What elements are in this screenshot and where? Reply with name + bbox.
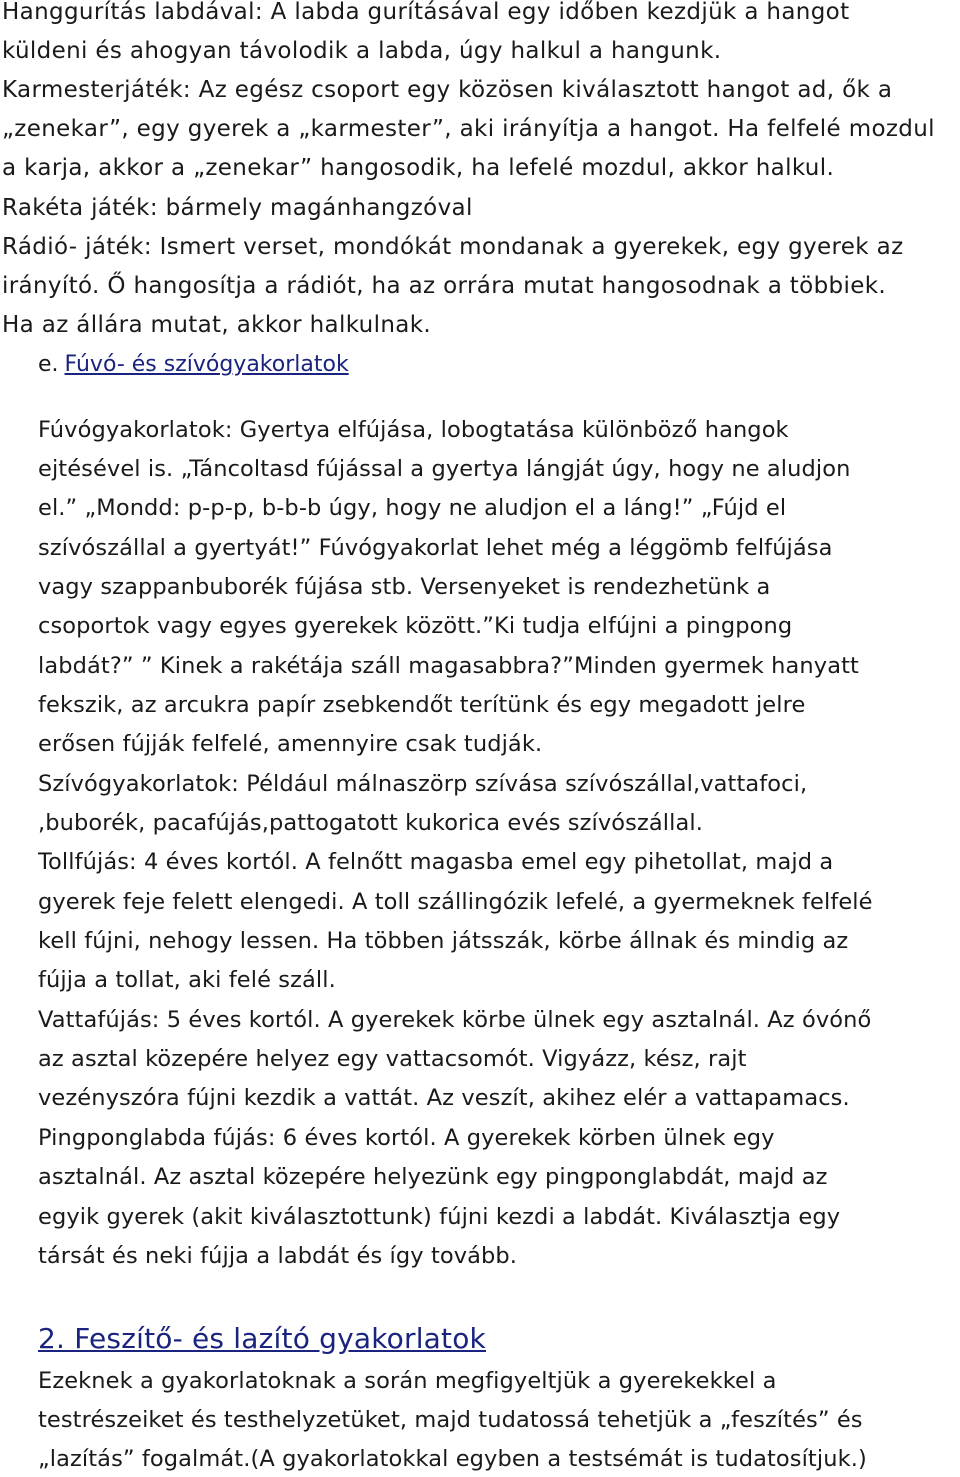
section-heading[interactable]: 2. Feszítő- és lazító gyakorlatok (38, 1322, 486, 1355)
text-line: egyik gyerek (akit kiválasztottunk) fújni kezdi a labdát. Kiválasztja egy (38, 1204, 841, 1230)
subsection-marker: e. (38, 352, 59, 377)
subsection-heading (38, 350, 349, 380)
text-line: „zenekar”, egy gyerek a „karmester”, aki irányítja a hangot. Ha felfelé mozdul (2, 116, 935, 142)
text-line: fújja a tollat, aki felé száll. (38, 967, 336, 993)
text-line: „lazítás” fogalmát.(A gyakorlatokkal egyben a testsémát is tudatosítjuk.) (38, 1446, 867, 1472)
text-line: irányító. Ő hangosítja a rádiót, ha az orrára mutat hangosodnak a többiek. (2, 273, 887, 299)
text-line: fekszik, az arcukra papír zsebkendőt terítünk és egy megadott jelre (38, 692, 806, 718)
text-line: Tollfújás: 4 éves kortól. A felnőtt magasba emel egy pihetollat, majd a (38, 849, 834, 875)
text-line: az asztal közepére helyez egy vattacsomót. Vigyázz, kész, rajt (38, 1046, 747, 1072)
text-line: Szívógyakorlatok: Például málnaszörp szívása szívószállal,vattafoci, (38, 771, 808, 797)
text-line: labdát?” ” Kinek a rakétája száll magasabbra?”Minden gyermek hanyatt (38, 653, 859, 679)
text-line: ejtésével is. „Táncoltasd fújással a gyertya lángját úgy, hogy ne aludjon (38, 456, 851, 482)
text-line: Hanggurítás labdával: A labda gurításával egy időben kezdjük a hangot (2, 0, 850, 25)
text-line: Fúvógyakorlatok: Gyertya elfújása, lobogtatása különböző hangok (38, 417, 789, 443)
text-line: Pingponglabda fújás: 6 éves kortól. A gyerekek körben ülnek egy (38, 1125, 775, 1151)
text-line: el.” „Mondd: p-p-p, b-b-b úgy, hogy ne aludjon el a láng!” „Fújd el (38, 495, 787, 521)
text-line: társát és neki fújja a labdát és így tovább. (38, 1243, 518, 1269)
text-line: asztalnál. Az asztal közepére helyezünk egy pingponglabdát, majd az (38, 1164, 828, 1190)
text-line: gyerek feje felett elengedi. A toll szállingózik lefelé, a gyermeknek felfelé (38, 889, 873, 915)
text-line: Karmesterjáték: Az egész csoport egy közösen kiválasztott hangot ad, ők a (2, 77, 893, 103)
text-line: Ha az állára mutat, akkor halkulnak. (2, 312, 432, 338)
text-line: vagy szappanbuborék fújása stb. Versenyeket is rendezhetünk a (38, 574, 771, 600)
text-line: Vattafújás: 5 éves kortól. A gyerekek körbe ülnek egy asztalnál. Az óvónő (38, 1007, 872, 1033)
text-line: kell fújni, nehogy lessen. Ha többen játsszák, körbe állnak és mindig az (38, 928, 849, 954)
text-line: csoportok vagy egyes gyerekek között.”Ki tudja elfújni a pingpong (38, 613, 793, 639)
text-line: küldeni és ahogyan távolodik a labda, úgy halkul a hangunk. (2, 38, 722, 64)
subsection-title-link[interactable]: Fúvó- és szívógyakorlatok (64, 352, 349, 377)
text-line: erősen fújják felfelé, amennyire csak tudják. (38, 731, 543, 757)
text-line: Ezeknek a gyakorlatoknak a során megfigyeltjük a gyerekekkel a (38, 1368, 777, 1394)
text-line: vezényszóra fújni kezdik a vattát. Az veszít, akihez elér a vattapamacs. (38, 1085, 850, 1111)
text-line: szívószállal a gyertyát!” Fúvógyakorlat lehet még a léggömb felfújása (38, 535, 833, 561)
text-line: testrészeiket és testhelyzetüket, majd tudatossá tehetjük a „feszítés” és (38, 1407, 863, 1433)
text-line: Rakéta játék: bármely magánhangzóval (2, 195, 473, 221)
text-line: a karja, akkor a „zenekar” hangosodik, ha lefelé mozdul, akkor halkul. (2, 155, 835, 181)
text-line: Rádió- játék: Ismert verset, mondókát mondanak a gyerekek, egy gyerek az (2, 234, 904, 260)
text-line: ,buborék, pacafújás,pattogatott kukorica evés szívószállal. (38, 810, 703, 836)
